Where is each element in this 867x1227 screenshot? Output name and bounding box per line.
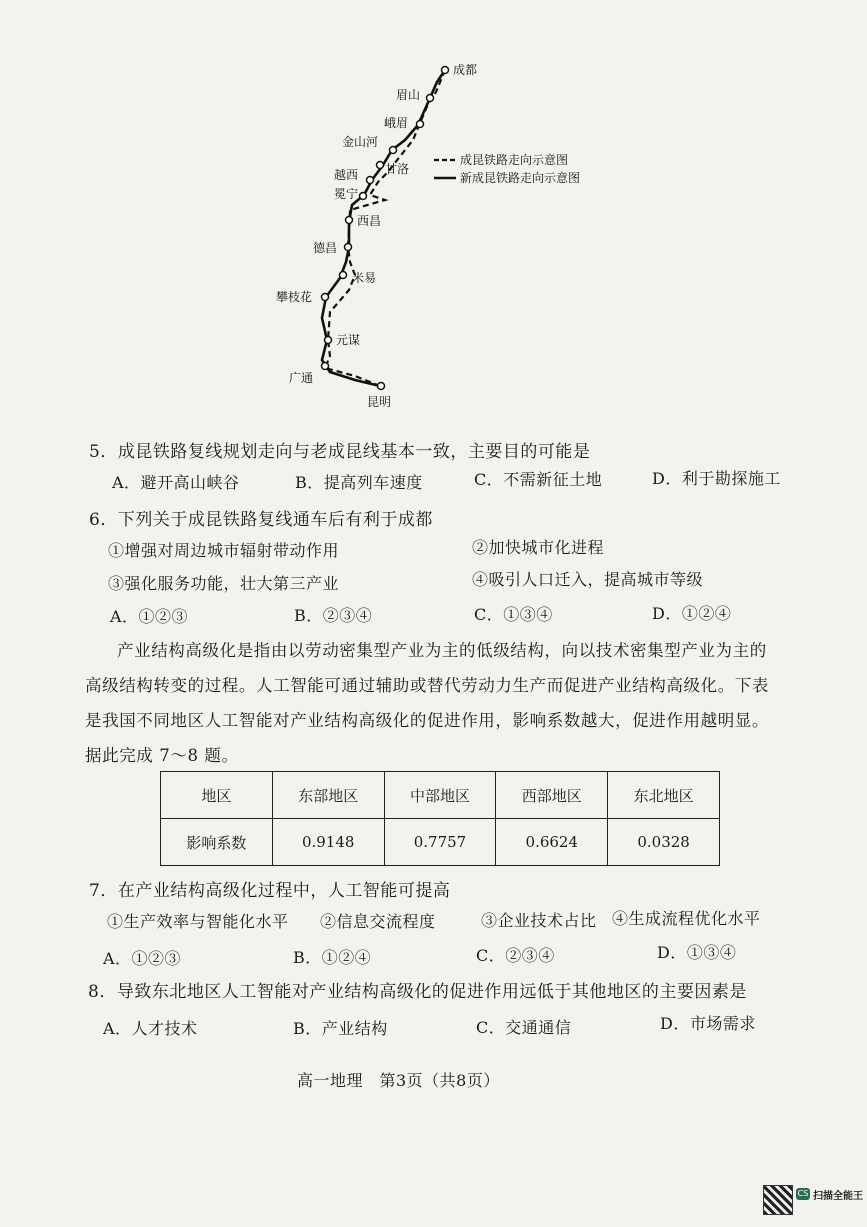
q6-option-c[interactable]: C．①③④ (474, 605, 553, 624)
q8-option-d[interactable]: D．市场需求 (660, 1014, 756, 1033)
q6-item-3: ③强化服务功能，壮大第三产业 (108, 574, 340, 593)
q6-option-b[interactable]: B．②③④ (294, 606, 373, 625)
table-row (161, 819, 720, 866)
q5-option-a[interactable]: A．避开高山峡谷 (112, 473, 240, 492)
station-label: 昆明 (367, 395, 392, 409)
q6-option-a[interactable]: A．①②③ (110, 607, 189, 626)
scanner-logo-icon: CS (797, 1189, 809, 1198)
q8-option-a[interactable]: A．人才技术 (103, 1019, 198, 1038)
q7-item-1: ①生产效率与智能化水平 (107, 912, 289, 931)
influence-coefficient-table (160, 771, 720, 866)
station-yuanmou-marker (325, 337, 332, 344)
station-jinshanhe-marker (390, 147, 397, 154)
q8-option-b[interactable]: B．产业结构 (293, 1019, 388, 1038)
station-meishan-marker (427, 95, 434, 102)
q5-option-d[interactable]: D．利于勘探施工 (652, 469, 781, 488)
q8-stem: 8．导致东北地区人工智能对产业结构高级化的促进作用远低于其他地区的主要因素是 (88, 982, 747, 1002)
table-cell: 0.6624 (496, 819, 608, 866)
q7-stem: 7．在产业结构高级化过程中，人工智能可提高 (89, 881, 451, 901)
map-legend (434, 152, 580, 185)
table-header-cell: 地区 (161, 772, 273, 819)
qr-code-icon (763, 1185, 793, 1215)
station-mianning-marker (360, 193, 367, 200)
passage-line-3: 是我国不同地区人工智能对产业结构高级化的促进作用，影响系数越大，促进作用越明显。 (85, 711, 769, 730)
station-label: 广通 (289, 371, 314, 385)
station-emei-marker (417, 121, 424, 128)
q5-stem: 5．成昆铁路复线规划走向与老成昆线基本一致，主要目的可能是 (89, 442, 591, 462)
station-label: 冕宁 (334, 187, 359, 201)
station-yuexi-marker (367, 177, 374, 184)
q7-option-c[interactable]: C．②③④ (476, 946, 555, 965)
q7-option-d[interactable]: D．①③④ (657, 943, 737, 962)
station-chengdu-marker (442, 67, 449, 74)
q7-item-2: ②信息交流程度 (320, 912, 436, 931)
table-cell: 0.0328 (608, 819, 720, 866)
station-xichang-marker (346, 217, 353, 224)
station-miyi-marker (340, 272, 347, 279)
q6-item-4: ④吸引人口迁入，提高城市等级 (472, 570, 704, 589)
table-header-cell: 东北地区 (608, 772, 720, 819)
scanner-label: 扫描全能王 (813, 1191, 863, 1202)
table-cell: 影响系数 (161, 819, 273, 866)
q7-item-4: ④生成流程优化水平 (612, 909, 761, 928)
q7-item-3: ③企业技术占比 (481, 911, 597, 930)
station-label: 西昌 (357, 214, 382, 228)
table-cell: 0.7757 (384, 819, 496, 866)
q6-item-1: ①增强对周边城市辐射带动作用 (108, 541, 340, 560)
railway-map (0, 0, 867, 420)
station-kunming-marker (378, 383, 385, 390)
station-label: 德昌 (313, 241, 338, 255)
legend-old-line-label: 成昆铁路走向示意图 (460, 153, 569, 167)
q6-option-d[interactable]: D．①②④ (652, 604, 732, 623)
station-ganluo-marker (377, 162, 384, 169)
passage-line-4: 据此完成 7～8 题。 (85, 746, 239, 765)
q7-option-a[interactable]: A．①②③ (103, 949, 182, 968)
station-label: 攀枝花 (276, 290, 313, 304)
q6-stem: 6．下列关于成昆铁路复线通车后有利于成都 (89, 510, 433, 530)
q5-option-c[interactable]: C．不需新征土地 (474, 470, 603, 489)
passage-line-1: 产业结构高级化是指由以劳动密集型产业为主的低级结构，向以技术密集型产业为主的 (117, 641, 767, 660)
station-label: 峨眉 (384, 116, 409, 130)
legend-new-line-label: 新成昆铁路走向示意图 (460, 171, 581, 185)
station-label: 眉山 (396, 88, 421, 102)
scanner-badge (796, 1186, 862, 1210)
station-dechang-marker (345, 244, 352, 251)
table-cell: 0.9148 (272, 819, 384, 866)
station-label: 越西 (334, 168, 359, 182)
station-label: 成都 (453, 63, 478, 77)
station-panzhihua-marker (322, 294, 329, 301)
station-guangtong-marker (322, 363, 329, 370)
station-label: 米易 (352, 271, 377, 285)
table-header-cell: 东部地区 (272, 772, 384, 819)
q5-option-b[interactable]: B．提高列车速度 (295, 473, 423, 492)
station-label: 甘洛 (385, 162, 410, 176)
table-header-cell: 西部地区 (496, 772, 608, 819)
q7-option-b[interactable]: B．①②④ (293, 948, 372, 967)
page-footer: 高一地理 第3页（共8页） (297, 1071, 500, 1090)
station-labels (276, 62, 477, 409)
q8-option-c[interactable]: C．交通通信 (476, 1018, 572, 1037)
station-label: 金山河 (342, 135, 379, 149)
table-header-cell: 中部地区 (384, 772, 496, 819)
q6-item-2: ②加快城市化进程 (472, 538, 605, 557)
passage-line-2: 高级结构转变的过程。人工智能可通过辅助或替代劳动力生产而促进产业结构高级化。下表 (85, 676, 769, 695)
station-label: 元谋 (336, 333, 361, 347)
table-header-row (161, 772, 720, 819)
